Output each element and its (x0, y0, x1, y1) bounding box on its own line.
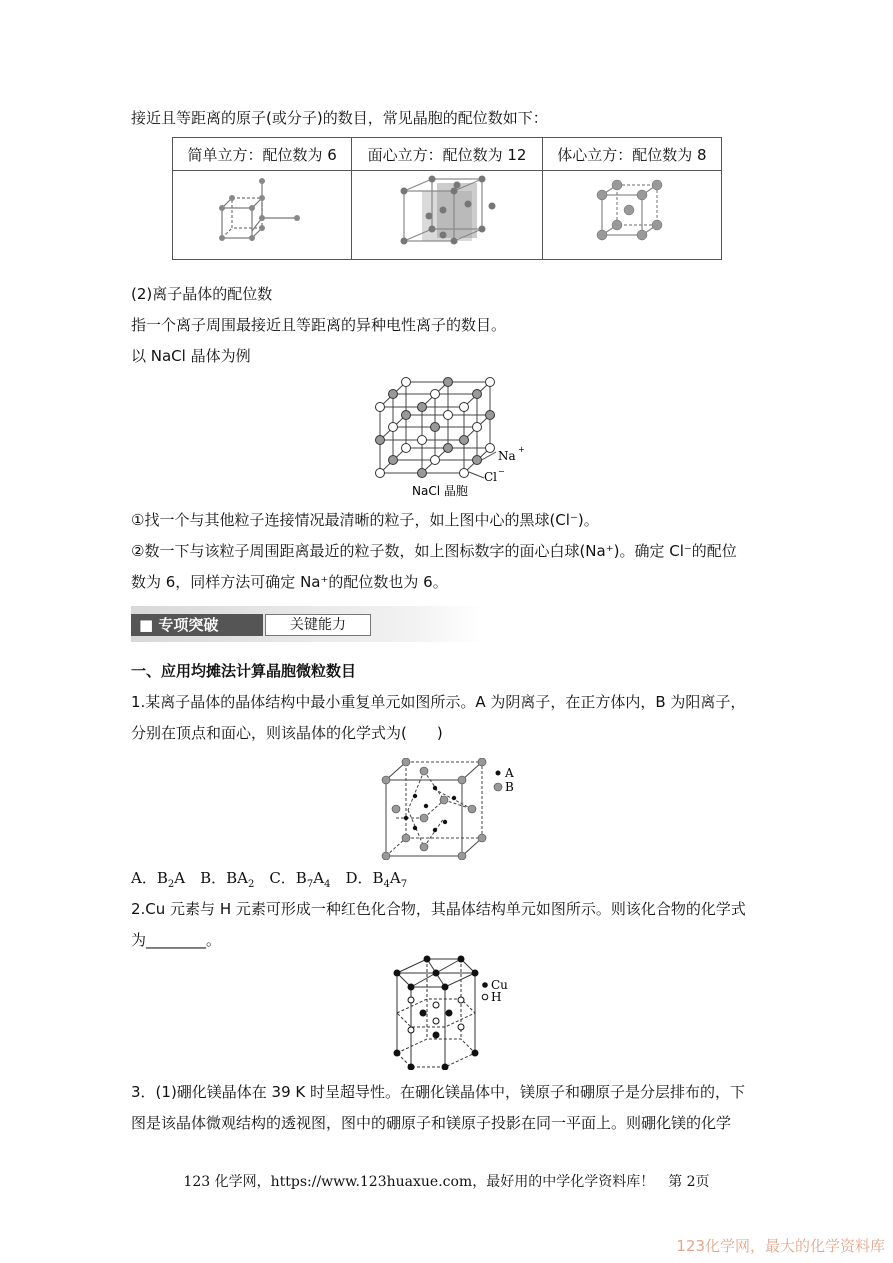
legend-a: A (505, 766, 514, 780)
table-header-simple-cubic: 简单立方：配位数为 6 (173, 138, 352, 171)
question-3-line-2: 图是该晶体微观结构的透视图，图中的硼原子和镁原子投影在同一平面上。则硼化镁的化学 (131, 1114, 732, 1132)
fcc-figure (352, 171, 543, 260)
svg-text:+: + (518, 445, 525, 454)
question-1-line-2: 分别在顶点和面心，则该晶体的化学式为( ) (131, 724, 443, 742)
section-heading-1: 一、应用均摊法计算晶胞微粒数目 (131, 662, 357, 680)
cl-label: Cl (484, 470, 498, 484)
na-label: Na (498, 449, 516, 463)
svg-text:−: − (498, 467, 505, 476)
bcc-figure (542, 171, 721, 260)
question-1-line-1: 1.某离子晶体的晶体结构中最小重复单元如图所示。A 为阴离子，在正方体内，B 为阳离子， (131, 693, 746, 711)
paragraph-step-1: ①找一个与其他粒子连接情况最清晰的粒子，如上图中心的黑球(Cl⁻)。 (131, 511, 599, 529)
question-1-crystal-figure (378, 758, 528, 864)
paragraph-step-2-cont: 数为 6，同样方法可确定 Na⁺的配位数也为 6。 (131, 573, 448, 591)
heading-ionic-coordination: (2)离子晶体的配位数 (131, 285, 273, 303)
table-header-fcc: 面心立方：配位数为 12 (352, 138, 543, 171)
legend-h: H (491, 990, 502, 1004)
question-3-line-1: 3．(1)硼化镁晶体在 39 K 时呈超导性。在硼化镁晶体中，镁原子和硼原子是分层排布的，下 (131, 1083, 746, 1101)
nacl-unit-cell-figure (370, 372, 530, 506)
watermark: 123化学网，最大的化学资料库 (676, 1237, 885, 1255)
question-2-line-2: 为________。 (131, 931, 222, 949)
legend-cu: Cu (491, 978, 508, 992)
table-header-bcc: 体心立方：配位数为 8 (542, 138, 721, 171)
paragraph-coordination-intro: 接近且等距离的原子(或分子)的数目，常见晶胞的配位数如下： (131, 109, 548, 127)
question-2-crystal-figure (383, 955, 513, 1074)
banner-subtitle: 关键能力 (265, 614, 371, 636)
coordination-table (172, 137, 722, 260)
legend-b: B (505, 780, 514, 794)
simple-cubic-figure (173, 171, 352, 260)
nacl-caption: NaCl 晶胞 (412, 484, 468, 498)
question-2-line-1: 2.Cu 元素与 H 元素可形成一种红色化合物，其晶体结构单元如图所示。则该化合物的化学式 (131, 900, 746, 918)
banner-title: ■ 专项突破 (131, 614, 263, 636)
paragraph-step-2: ②数一下与该粒子周围距离最近的粒子数，如上图标数字的面心白球(Na⁺)。确定 Cl⁻的配位 (131, 542, 737, 560)
page-footer: 123 化学网，https://www.123huaxue.com，最好用的中学化学资料库！ 第 2页 (183, 1174, 710, 1190)
section-banner (131, 606, 483, 642)
paragraph-nacl-example: 以 NaCl 晶体为例 (131, 347, 251, 365)
question-1-options: A．$B_2A$ B．$BA_2$ C．$B_7A_4$ D．$B_4A_7$ (131, 869, 408, 890)
paragraph-ionic-definition: 指一个离子周围最接近且等距离的异种电性离子的数目。 (131, 316, 507, 334)
